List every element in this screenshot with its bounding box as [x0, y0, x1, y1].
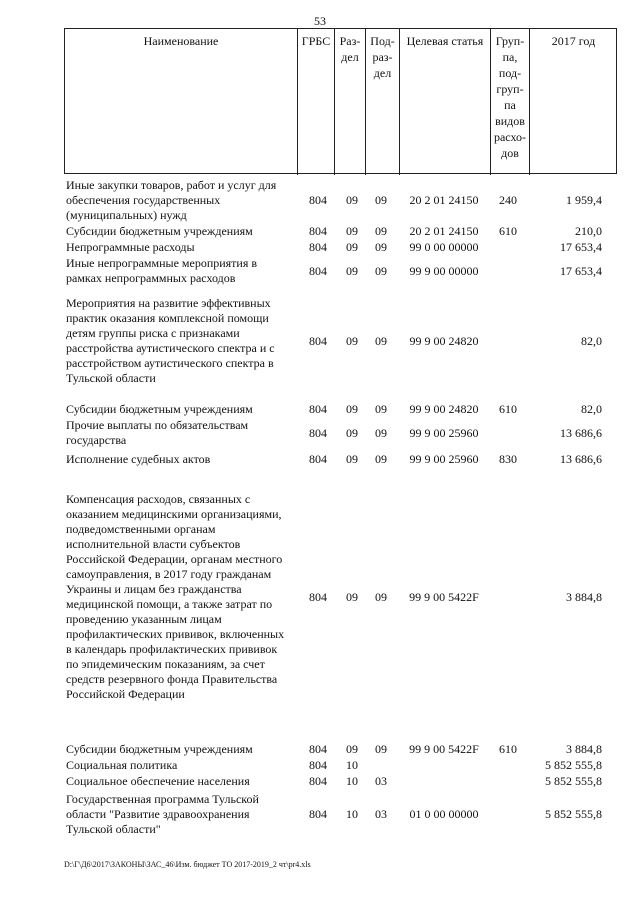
- cell-amount: 210,0: [575, 224, 602, 238]
- row-name-line: государства: [66, 433, 127, 447]
- row-name-line: профилактических прививок, включенных: [66, 627, 285, 641]
- row-name: [66, 742, 302, 757]
- cell-amount: 82,0: [581, 402, 602, 416]
- cell-podrazdel: 09: [375, 240, 387, 254]
- row-name-line: Иные закупки товаров, работ и услуг для: [66, 178, 277, 192]
- cell-target: 20 2 01 24150: [409, 224, 479, 238]
- cell-razdel: 09: [346, 334, 358, 348]
- cell-target: 99 0 00 00000: [409, 240, 479, 254]
- cell-grbs: 804: [309, 452, 327, 466]
- cell-target: 99 9 00 25960: [409, 426, 479, 440]
- header-grbs: [297, 29, 334, 175]
- row-name-line: (муниципальных) нужд: [66, 208, 187, 222]
- cell-grbs: 804: [309, 426, 327, 440]
- cell-razdel: 09: [346, 240, 358, 254]
- row-name-line: подведомственными органам: [66, 522, 216, 536]
- row-name-line: Социальная политика: [66, 758, 178, 772]
- cell-grbs: 804: [309, 264, 327, 278]
- row-name-line: оказанием медицинскими организациями,: [66, 507, 282, 521]
- row-name: [66, 256, 302, 286]
- header-line: дов: [501, 146, 519, 160]
- cell-razdel: 09: [346, 426, 358, 440]
- header-line: Груп-: [495, 34, 525, 48]
- row-name: [66, 774, 302, 789]
- cell-target: 99 9 00 5422F: [409, 742, 479, 756]
- cell-amount: 13 686,6: [560, 426, 602, 440]
- cell-razdel: 10: [346, 774, 358, 788]
- cell-amount: 17 653,4: [560, 240, 602, 254]
- header-razdel: [334, 29, 365, 175]
- table-header: [64, 28, 617, 174]
- cell-amount: 5 852 555,8: [545, 774, 602, 788]
- cell-podrazdel: 09: [375, 402, 387, 416]
- row-name: [66, 296, 302, 386]
- row-name-line: Субсидии бюджетным учреждениям: [66, 224, 253, 238]
- header-line: груп-: [496, 82, 524, 96]
- cell-grbs: 804: [309, 807, 327, 821]
- row-name-line: медицинской помощи, а также затрат по: [66, 597, 273, 611]
- row-name: [66, 792, 302, 837]
- header-line: Целевая статья: [406, 34, 484, 48]
- cell-podrazdel: 09: [375, 590, 387, 604]
- cell-grbs: 804: [309, 334, 327, 348]
- row-name-line: Непрограммные расходы: [66, 240, 195, 254]
- cell-group: 610: [499, 402, 517, 416]
- row-name-line: Исполнение судебных актов: [66, 452, 211, 466]
- header-line: Раз-: [339, 34, 361, 48]
- cell-target: 99 9 00 24820: [409, 334, 479, 348]
- cell-amount: 82,0: [581, 334, 602, 348]
- row-name: [66, 418, 302, 448]
- row-name: [66, 452, 302, 467]
- header-line: расхо-: [493, 130, 527, 144]
- row-name-line: Российской Федерации, органам местного: [66, 552, 283, 566]
- cell-amount: 5 852 555,8: [545, 758, 602, 772]
- cell-group: 240: [499, 193, 517, 207]
- cell-podrazdel: 03: [375, 807, 387, 821]
- header-line: па: [504, 98, 516, 112]
- cell-razdel: 09: [346, 193, 358, 207]
- cell-podrazdel: 09: [375, 742, 387, 756]
- cell-razdel: 09: [346, 452, 358, 466]
- cell-podrazdel: 09: [375, 264, 387, 278]
- cell-podrazdel: 09: [375, 426, 387, 440]
- row-name-line: Украины и лицам без гражданства: [66, 582, 242, 596]
- row-name-line: исполнительной власти субъектов: [66, 537, 241, 551]
- header-line: па,: [502, 50, 518, 64]
- row-name: [66, 492, 302, 702]
- row-name-line: Компенсация расходов, связанных с: [66, 492, 251, 506]
- cell-amount: 1 959,4: [566, 193, 602, 207]
- header-line: 2017 год: [551, 34, 596, 48]
- row-name-line: практик оказания комплексной помощи: [66, 311, 269, 325]
- row-name: [66, 178, 302, 223]
- cell-target: 01 0 00 00000: [409, 807, 479, 821]
- cell-grbs: 804: [309, 590, 327, 604]
- cell-target: 99 9 00 00000: [409, 264, 479, 278]
- header-line: дел: [373, 66, 392, 80]
- header-line: видов: [495, 114, 525, 128]
- cell-razdel: 10: [346, 758, 358, 772]
- header-target-article: [399, 29, 490, 175]
- row-name-line: Субсидии бюджетным учреждениям: [66, 742, 253, 756]
- cell-amount: 3 884,8: [566, 742, 602, 756]
- cell-podrazdel: 03: [375, 774, 387, 788]
- row-name-line: Субсидии бюджетным учреждениям: [66, 402, 253, 416]
- row-name-line: обеспечения государственных: [66, 193, 221, 207]
- header-year-2017: [529, 29, 617, 175]
- header-expense-group: [490, 29, 529, 175]
- row-name-line: Прочие выплаты по обязательствам: [66, 418, 249, 432]
- cell-podrazdel: 09: [375, 224, 387, 238]
- cell-razdel: 09: [346, 402, 358, 416]
- row-name-line: области "Развитие здравоохранения: [66, 807, 250, 821]
- cell-podrazdel: 09: [375, 452, 387, 466]
- row-name: [66, 402, 302, 417]
- row-name: [66, 758, 302, 773]
- file-path-footer: D:\Г\Д6\2017\ЗАКОНЫ\ЗАС_46\Изм. бюджет ТО 2017-2019_2 чт\pr4.xls: [64, 860, 311, 869]
- header-line: Под-: [370, 34, 395, 48]
- row-name-line: расстройства аутистического спектра и с: [66, 341, 275, 355]
- cell-target: 99 9 00 25960: [409, 452, 479, 466]
- row-name-line: Мероприятия на развитие эффективных: [66, 296, 271, 310]
- cell-amount: 3 884,8: [566, 590, 602, 604]
- row-name-line: Российской Федерации: [66, 687, 185, 701]
- cell-target: 20 2 01 24150: [409, 193, 479, 207]
- page-number: 53: [314, 14, 326, 28]
- header-line: Наименование: [143, 34, 219, 48]
- cell-grbs: 804: [309, 742, 327, 756]
- row-name-line: самоуправления, в 2017 году гражданам: [66, 567, 272, 581]
- row-name-line: Государственная программа Тульской: [66, 792, 259, 806]
- row-name-line: детям группы риска с признаками: [66, 326, 240, 340]
- header-name: [65, 29, 297, 175]
- cell-grbs: 804: [309, 224, 327, 238]
- cell-target: 99 9 00 5422F: [409, 590, 479, 604]
- cell-group: 610: [499, 224, 517, 238]
- row-name: [66, 224, 302, 239]
- cell-razdel: 09: [346, 264, 358, 278]
- cell-amount: 5 852 555,8: [545, 807, 602, 821]
- row-name-line: в календарь профилактических прививок: [66, 642, 278, 656]
- header-line: раз-: [372, 50, 393, 64]
- row-name-line: по эпидемическим показаниям, за счет: [66, 657, 265, 671]
- cell-grbs: 804: [309, 774, 327, 788]
- header-podrazdel: [365, 29, 399, 175]
- cell-podrazdel: 09: [375, 193, 387, 207]
- row-name-line: средств резервного фонда Правительства: [66, 672, 278, 686]
- cell-group: 610: [499, 742, 517, 756]
- cell-amount: 17 653,4: [560, 264, 602, 278]
- row-name: [66, 240, 302, 255]
- row-name-line: Иные непрограммные мероприятия в: [66, 256, 258, 270]
- header-line: дел: [341, 50, 359, 64]
- cell-grbs: 804: [309, 240, 327, 254]
- cell-grbs: 804: [309, 402, 327, 416]
- row-name-line: рамках непрограммных расходов: [66, 271, 236, 285]
- cell-podrazdel: 09: [375, 334, 387, 348]
- cell-razdel: 09: [346, 590, 358, 604]
- header-line: под-: [498, 66, 522, 80]
- row-name-line: Социальное обеспечение населения: [66, 774, 250, 788]
- cell-grbs: 804: [309, 193, 327, 207]
- cell-grbs: 804: [309, 758, 327, 772]
- row-name-line: Тульской области: [66, 371, 156, 385]
- row-name-line: проведению указанным лицам: [66, 612, 222, 626]
- cell-razdel: 09: [346, 224, 358, 238]
- row-name-line: Тульской области": [66, 822, 161, 836]
- row-name-line: расстройством аутистического спектра в: [66, 356, 274, 370]
- cell-group: 830: [499, 452, 517, 466]
- cell-amount: 13 686,6: [560, 452, 602, 466]
- cell-razdel: 10: [346, 807, 358, 821]
- header-line: ГРБС: [301, 34, 331, 48]
- cell-target: 99 9 00 24820: [409, 402, 479, 416]
- cell-razdel: 09: [346, 742, 358, 756]
